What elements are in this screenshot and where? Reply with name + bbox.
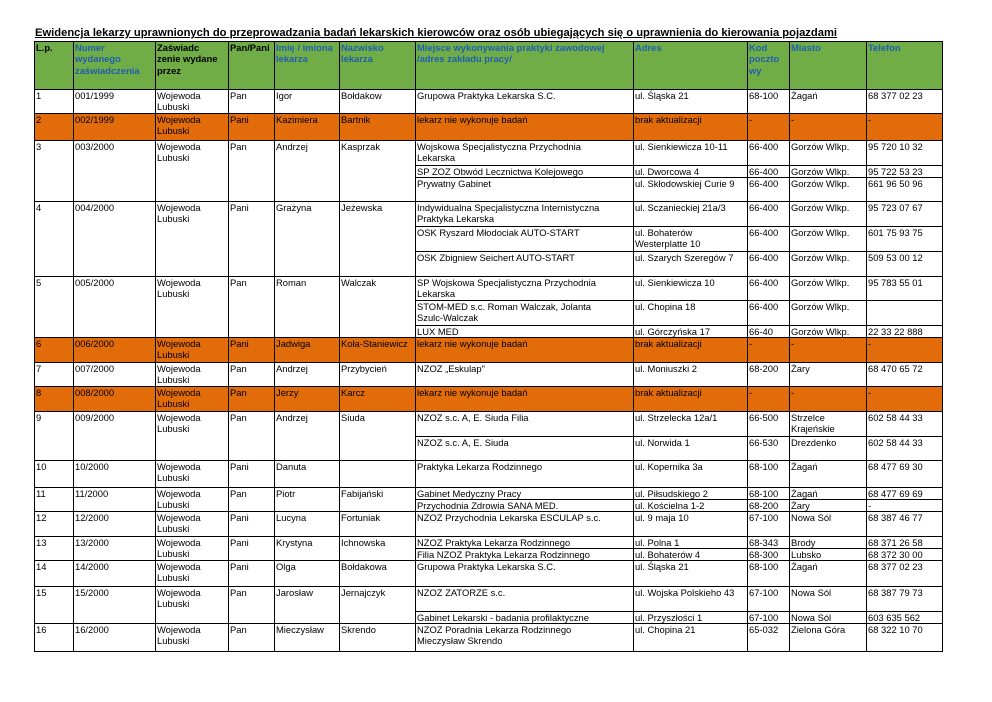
cell-imie: Jarosław [276,587,313,598]
cell-imie: Mieczysław [276,624,324,635]
cell-wydane: Wojewoda Lubuski [157,461,201,484]
cell-telefon: 661 96 50 96 [868,178,923,189]
cell-miejsce: Przychodnia Zdrowia SANA MED. [417,500,559,511]
cell-kod: 68-100 [749,488,779,499]
cell-adres: ul. Sienkiewicza 10-11 [635,141,728,152]
column-header-nazwisko[interactable]: Nazwisko lekarza [341,42,384,65]
column-divider [747,41,748,652]
row-divider [34,140,943,141]
column-divider [633,41,634,652]
row-divider [34,536,943,537]
cell-telefon: 68 322 10 70 [868,624,923,635]
row-divider [415,251,943,252]
cell-telefon: 95 783 55 01 [868,277,923,288]
column-header-imie[interactable]: Imię / imiona lekarza [276,42,333,65]
cell-telefon: - [868,387,872,398]
cell-kod: 68-200 [749,500,779,511]
cell-miasto: Gorzów Wlkp. [791,252,850,263]
cell-nazwisko: Przybycień [341,363,387,374]
cell-wydane: Wojewoda Lubuski [157,624,201,647]
cell-numer: 008/2000 [75,387,115,398]
cell-miasto: Gorzów Wlkp. [791,326,850,337]
cell-telefon: - [868,500,872,511]
cell-adres: ul. 9 maja 10 [635,512,689,523]
cell-imie: Andrzej [276,363,308,374]
cell-numer: 007/2000 [75,363,115,374]
cell-miasto: Zielona Góra [791,624,846,635]
cell-numer: 009/2000 [75,412,115,423]
cell-imie: Krystyna [276,537,313,548]
cell-adres: ul. Bohaterów Westerplatte 10 [635,227,701,250]
column-header-miasto[interactable]: Miasto [791,42,821,53]
cell-numer: 15/2000 [75,587,109,598]
row-divider [415,226,943,227]
cell-nazwisko: Bołdakowa [341,561,387,572]
cell-imie: Andrzej [276,412,308,423]
cell-imie: Olga [276,561,296,572]
cell-telefon: 509 53 00 12 [868,252,923,263]
cell-wydane: Wojewoda Lubuski [157,387,201,410]
cell-imie: Kazimiera [276,114,318,125]
column-divider [228,41,229,652]
cell-lp: 3 [36,141,42,152]
row-divider [415,300,943,301]
cell-miejsce: Praktyka Lekarza Rodzinnego [417,461,543,472]
cell-miejsce: Indywidualna Specjalistyczna Internistyczna Praktyka Lekarska [417,202,600,225]
cell-nazwisko: Ichnowska [341,537,386,548]
cell-telefon: 95 723 07 67 [868,202,923,213]
cell-nazwisko: Jeżewska [341,202,383,213]
cell-adres: ul. Bohaterów 4 [635,549,701,560]
sheet-title: Ewidencja lekarzy uprawnionych do przeprowadzania badań lekarskich kierowców oraz osób ubiegających się o uprawnienia do kierowania pojazdami [35,27,837,39]
row-divider [34,560,943,561]
column-divider [34,41,35,652]
column-divider [274,41,275,652]
cell-kod: - [749,387,753,398]
cell-miejsce: Gabinet Lekarski - badania profilaktyczne [417,612,589,623]
cell-kod: 68-100 [749,461,779,472]
cell-telefon: 68 371 26 58 [868,537,923,548]
cell-lp: 15 [36,587,47,598]
cell-kod: 66-400 [749,166,779,177]
cell-lp: 14 [36,561,47,572]
column-header-miejsce[interactable]: Miejsce wykonywania praktyki zawodowej /adres zakładu pracy/ [417,42,605,65]
cell-miejsce: SP ZOZ Obwód Lecznictwa Kolejowego [417,166,584,177]
cell-miejsce: Filia NZOZ Praktyka Lekarza Rodzinnego [417,549,590,560]
cell-numer: 13/2000 [75,537,109,548]
cell-adres: ul. Sienkiewicza 10 [635,277,715,288]
cell-miasto: - [791,114,795,125]
row-divider [34,460,943,461]
cell-telefon: 602 58 44 33 [868,412,923,423]
cell-kod: 66-400 [749,227,779,238]
cell-adres: brak aktualizacji [635,114,702,125]
row-divider [415,325,943,326]
row-divider [34,337,943,338]
cell-miasto: Żary [791,363,810,374]
cell-imie: Jadwiga [276,338,311,349]
cell-imie: Roman [276,277,307,288]
cell-miejsce: STOM-MED s.c. Roman Walczak, Jolanta Szulc-Walczak [417,301,591,324]
cell-lp: 13 [36,537,47,548]
cell-lp: 5 [36,277,42,288]
cell-kod: 67-100 [749,587,779,598]
cell-pan: Pan [230,90,247,101]
cell-kod: 66-530 [749,437,779,448]
cell-wydane: Wojewoda Lubuski [157,277,201,300]
column-header-kod[interactable]: Kod poczto wy [749,42,780,76]
cell-wydane: Wojewoda Lubuski [157,114,201,137]
cell-telefon: 68 377 02 23 [868,90,923,101]
cell-pan: Pan [230,387,247,398]
cell-imie: Danuta [276,461,307,472]
cell-telefon: 95 722 53 23 [868,166,923,177]
cell-wydane: Wojewoda Lubuski [157,488,201,511]
cell-miasto: Nowa Sól [791,512,832,523]
column-divider [155,41,156,652]
cell-miasto: - [791,338,795,349]
column-header-adres[interactable]: Adres [635,42,662,53]
cell-nazwisko: Walczak [341,277,377,288]
cell-wydane: Wojewoda Lubuski [157,537,201,560]
cell-miejsce: Wojskowa Specjalistyczna Przychodnia Lekarska [417,141,581,164]
cell-lp: 11 [36,488,46,499]
cell-miasto: Drezdenko [791,437,837,448]
cell-miejsce: OSK Zbigniew Seichert AUTO-START [417,252,575,263]
cell-adres: ul. Norwida 1 [635,437,690,448]
cell-imie: Lucyna [276,512,307,523]
cell-numer: 002/1999 [75,114,115,125]
row-divider [34,586,943,587]
cell-lp: 8 [36,387,42,398]
cell-kod: 66-400 [749,277,779,288]
column-divider [866,41,867,652]
cell-numer: 12/2000 [75,512,109,523]
cell-lp: 6 [36,338,42,349]
cell-wydane: Wojewoda Lubuski [157,202,201,225]
cell-nazwisko: Koła-Staniewicz [341,338,408,349]
cell-wydane: Wojewoda Lubuski [157,90,201,113]
cell-nazwisko: Karcz [341,387,365,398]
cell-miejsce: SP Wojskowa Specjalistyczna Przychodnia Lekarska [417,277,596,300]
cell-lp: 12 [36,512,47,523]
cell-lp: 9 [36,412,42,423]
cell-adres: ul. Śląska 21 [635,90,689,101]
cell-pan: Pani [230,338,249,349]
cell-adres: ul. Polna 1 [635,537,680,548]
column-header-numer[interactable]: Numer wydanego zaświadczenia [75,42,140,76]
row-divider [34,511,943,512]
cell-miejsce: Grupowa Praktyka Lekarska S.C. [417,90,556,101]
cell-miejsce: NZOZ Poradnia Lekarza Rodzinnego Mieczysław Skrendo [417,624,572,647]
cell-miejsce: OSK Ryszard Młodociak AUTO-START [417,227,580,238]
cell-pan: Pan [230,624,247,635]
cell-telefon: 68 477 69 30 [868,461,923,472]
row-divider [415,436,943,437]
cell-telefon: - [868,114,872,125]
cell-adres: ul. Piłsudskiego 2 [635,488,708,499]
cell-kod: 66-400 [749,301,779,312]
cell-imie: Grażyna [276,202,312,213]
cell-adres: ul. Szarych Szeregów 7 [635,252,734,263]
cell-imie: Andrzej [276,141,308,152]
cell-wydane: Wojewoda Lubuski [157,363,201,386]
cell-miejsce: NZOZ Przychodnia Lekarska ESCULAP s.c. [417,512,601,523]
cell-telefon: 68 477 69 69 [868,488,923,499]
cell-telefon: 68 377 02 23 [868,561,923,572]
cell-miasto: Gorzów Wlkp. [791,301,850,312]
cell-adres: ul. Górczyńska 17 [635,326,711,337]
column-header-telefon[interactable]: Telefon [868,42,901,53]
cell-miejsce: Prywatny Gabinet [417,178,491,189]
column-divider [789,41,790,652]
cell-wydane: Wojewoda Lubuski [157,561,201,584]
cell-pan: Pan [230,587,247,598]
cell-lp: 16 [36,624,47,635]
cell-miejsce: LUX MED [417,326,459,337]
cell-pan: Pani [230,202,249,213]
cell-numer: 11/2000 [75,488,109,499]
row-divider [34,113,943,114]
cell-miasto: Nowa Sól [791,612,832,623]
cell-miejsce: NZOZ s.c. A, E. Siuda Filia [417,412,529,423]
cell-miejsce: NZOZ s.c. A, E. Siuda [417,437,509,448]
cell-kod: - [749,114,753,125]
cell-nazwisko: Skrendo [341,624,376,635]
cell-miasto: Nowa Sól [791,587,832,598]
row-divider [34,89,943,90]
cell-lp: 7 [36,363,42,374]
cell-adres: ul. Przyszłości 1 [635,612,703,623]
cell-miejsce: NZOZ „Eskulap" [417,363,485,374]
cell-pan: Pani [230,512,249,523]
cell-miasto: Żary [791,500,810,511]
cell-miejsce: NZOZ Praktyka Lekarza Rodzinnego [417,537,571,548]
cell-miasto: - [791,387,795,398]
cell-miasto: Żagań [791,90,818,101]
cell-telefon: - [868,338,872,349]
cell-numer: 14/2000 [75,561,109,572]
cell-telefon: 68 470 65 72 [868,363,923,374]
row-divider [34,386,943,387]
cell-kod: 67-100 [749,612,779,623]
cell-lp: 4 [36,202,42,213]
cell-kod: 65-032 [749,624,779,635]
cell-pan: Pan [230,363,247,374]
cell-adres: ul. Sczanieckiej 21a/3 [635,202,726,213]
cell-telefon: 68 387 79 73 [868,587,923,598]
cell-telefon: 22 33 22 888 [868,326,923,337]
cell-pan: Pan [230,141,247,152]
cell-lp: 2 [36,114,42,125]
cell-adres: ul. Śląska 21 [635,561,689,572]
cell-nazwisko: Bołdakow [341,90,382,101]
cell-adres: ul. Kopernika 3a [635,461,703,472]
cell-imie: Jerzy [276,387,299,398]
cell-adres: brak aktualizacji [635,387,702,398]
cell-miejsce: Gabinet Medyczny Pracy [417,488,522,499]
cell-kod: 66-400 [749,202,779,213]
cell-adres: ul. Skłodowskiej Curie 9 [635,178,735,189]
cell-adres: ul. Wojska Polskieho 43 [635,587,735,598]
cell-imie: Piotr [276,488,296,499]
cell-kod: 66-400 [749,178,779,189]
cell-nazwisko: Fabijański [341,488,384,499]
cell-miasto: Żagań [791,461,818,472]
row-divider [34,487,943,488]
cell-miasto: Gorzów Wlkp. [791,166,850,177]
cell-kod: 66-400 [749,141,779,152]
cell-miasto: Gorzów Wlkp. [791,227,850,238]
row-divider [34,201,943,202]
cell-nazwisko: Kasprzak [341,141,381,152]
cell-lp: 10 [36,461,47,472]
cell-telefon: 68 387 46 77 [868,512,923,523]
cell-kod: 68-100 [749,90,779,101]
cell-pan: Pani [230,561,249,572]
cell-miejsce: lekarz nie wykonuje badań [417,338,528,349]
cell-miasto: Gorzów Wlkp. [791,202,850,213]
cell-wydane: Wojewoda Lubuski [157,141,201,164]
cell-pan: Pan [230,412,247,423]
cell-nazwisko: Siuda [341,412,365,423]
cell-kod: 66-400 [749,252,779,263]
row-divider [415,548,943,549]
cell-adres: ul. Kościelna 1-2 [635,500,705,511]
row-divider [34,411,943,412]
cell-kod: 68-343 [749,537,779,548]
cell-pan: Pan [230,488,247,499]
cell-adres: ul. Chopina 18 [635,301,696,312]
cell-miasto: Lubsko [791,549,822,560]
cell-miasto: Gorzów Wlkp. [791,277,850,288]
column-header-lp[interactable]: L.p. [36,42,53,53]
cell-imie: Igor [276,90,293,101]
header-border [34,41,943,42]
cell-telefon: 603 635 562 [868,612,921,623]
cell-miasto: Żagań [791,488,818,499]
cell-numer: 005/2000 [75,277,115,288]
cell-numer: 003/2000 [75,141,115,152]
cell-miejsce: NZOZ ZATORZE s.c. [417,587,506,598]
cell-pan: Pan [230,277,247,288]
cell-telefon: 602 58 44 33 [868,437,923,448]
cell-lp: 1 [36,90,42,101]
cell-wydane: Wojewoda Lubuski [157,587,201,610]
cell-pan: Pani [230,461,249,472]
cell-miejsce: lekarz nie wykonuje badań [417,114,528,125]
cell-numer: 006/2000 [75,338,115,349]
cell-numer: 10/2000 [75,461,109,472]
cell-numer: 004/2000 [75,202,115,213]
cell-miasto: Gorzów Wlkp. [791,141,850,152]
row-divider [34,362,943,363]
cell-kod: 66-500 [749,412,779,423]
cell-kod: - [749,338,753,349]
column-header-pan[interactable]: Pan/Pani [230,42,270,53]
cell-telefon: 95 720 10 32 [868,141,923,152]
cell-pan: Pani [230,114,249,125]
row-divider [34,623,943,624]
cell-wydane: Wojewoda Lubuski [157,512,201,535]
row-divider [34,276,943,277]
row-divider [415,177,943,178]
cell-kod: 67-100 [749,512,779,523]
column-header-wydane[interactable]: Zaświadc zenie wydane przez [157,42,218,76]
cell-telefon: 601 75 93 75 [868,227,923,238]
column-divider [942,41,943,652]
cell-nazwisko: Bartnik [341,114,371,125]
cell-nazwisko: Jernajczyk [341,587,386,598]
column-divider [73,41,74,652]
cell-wydane: Wojewoda Lubuski [157,338,201,361]
cell-miasto: Żagań [791,561,818,572]
row-divider [415,165,943,166]
cell-adres: ul. Chopina 21 [635,624,696,635]
cell-adres: ul. Dworcowa 4 [635,166,700,177]
cell-adres: ul. Moniuszki 2 [635,363,698,374]
cell-miasto: Strzelce Krajeńskie [791,412,835,435]
row-divider [415,499,943,500]
column-divider [339,41,340,652]
cell-kod: 66-40 [749,326,773,337]
cell-numer: 16/2000 [75,624,109,635]
cell-kod: 68-200 [749,363,779,374]
cell-kod: 68-300 [749,549,779,560]
cell-nazwisko: Fortuniak [341,512,381,523]
cell-wydane: Wojewoda Lubuski [157,412,201,435]
cell-miasto: Gorzów Wlkp. [791,178,850,189]
cell-miejsce: lekarz nie wykonuje badań [417,387,528,398]
column-divider [415,41,416,652]
cell-adres: ul. Strzelecka 12a/1 [635,412,718,423]
cell-miasto: Brody [791,537,816,548]
cell-adres: brak aktualizacji [635,338,702,349]
cell-pan: Pani [230,537,249,548]
cell-telefon: 68 372 30 00 [868,549,923,560]
cell-miejsce: Grupowa Praktyka Lekarska S.C. [417,561,556,572]
cell-kod: 68-100 [749,561,779,572]
table-bottom-border [34,651,943,652]
row-divider [415,611,943,612]
cell-numer: 001/1999 [75,90,115,101]
